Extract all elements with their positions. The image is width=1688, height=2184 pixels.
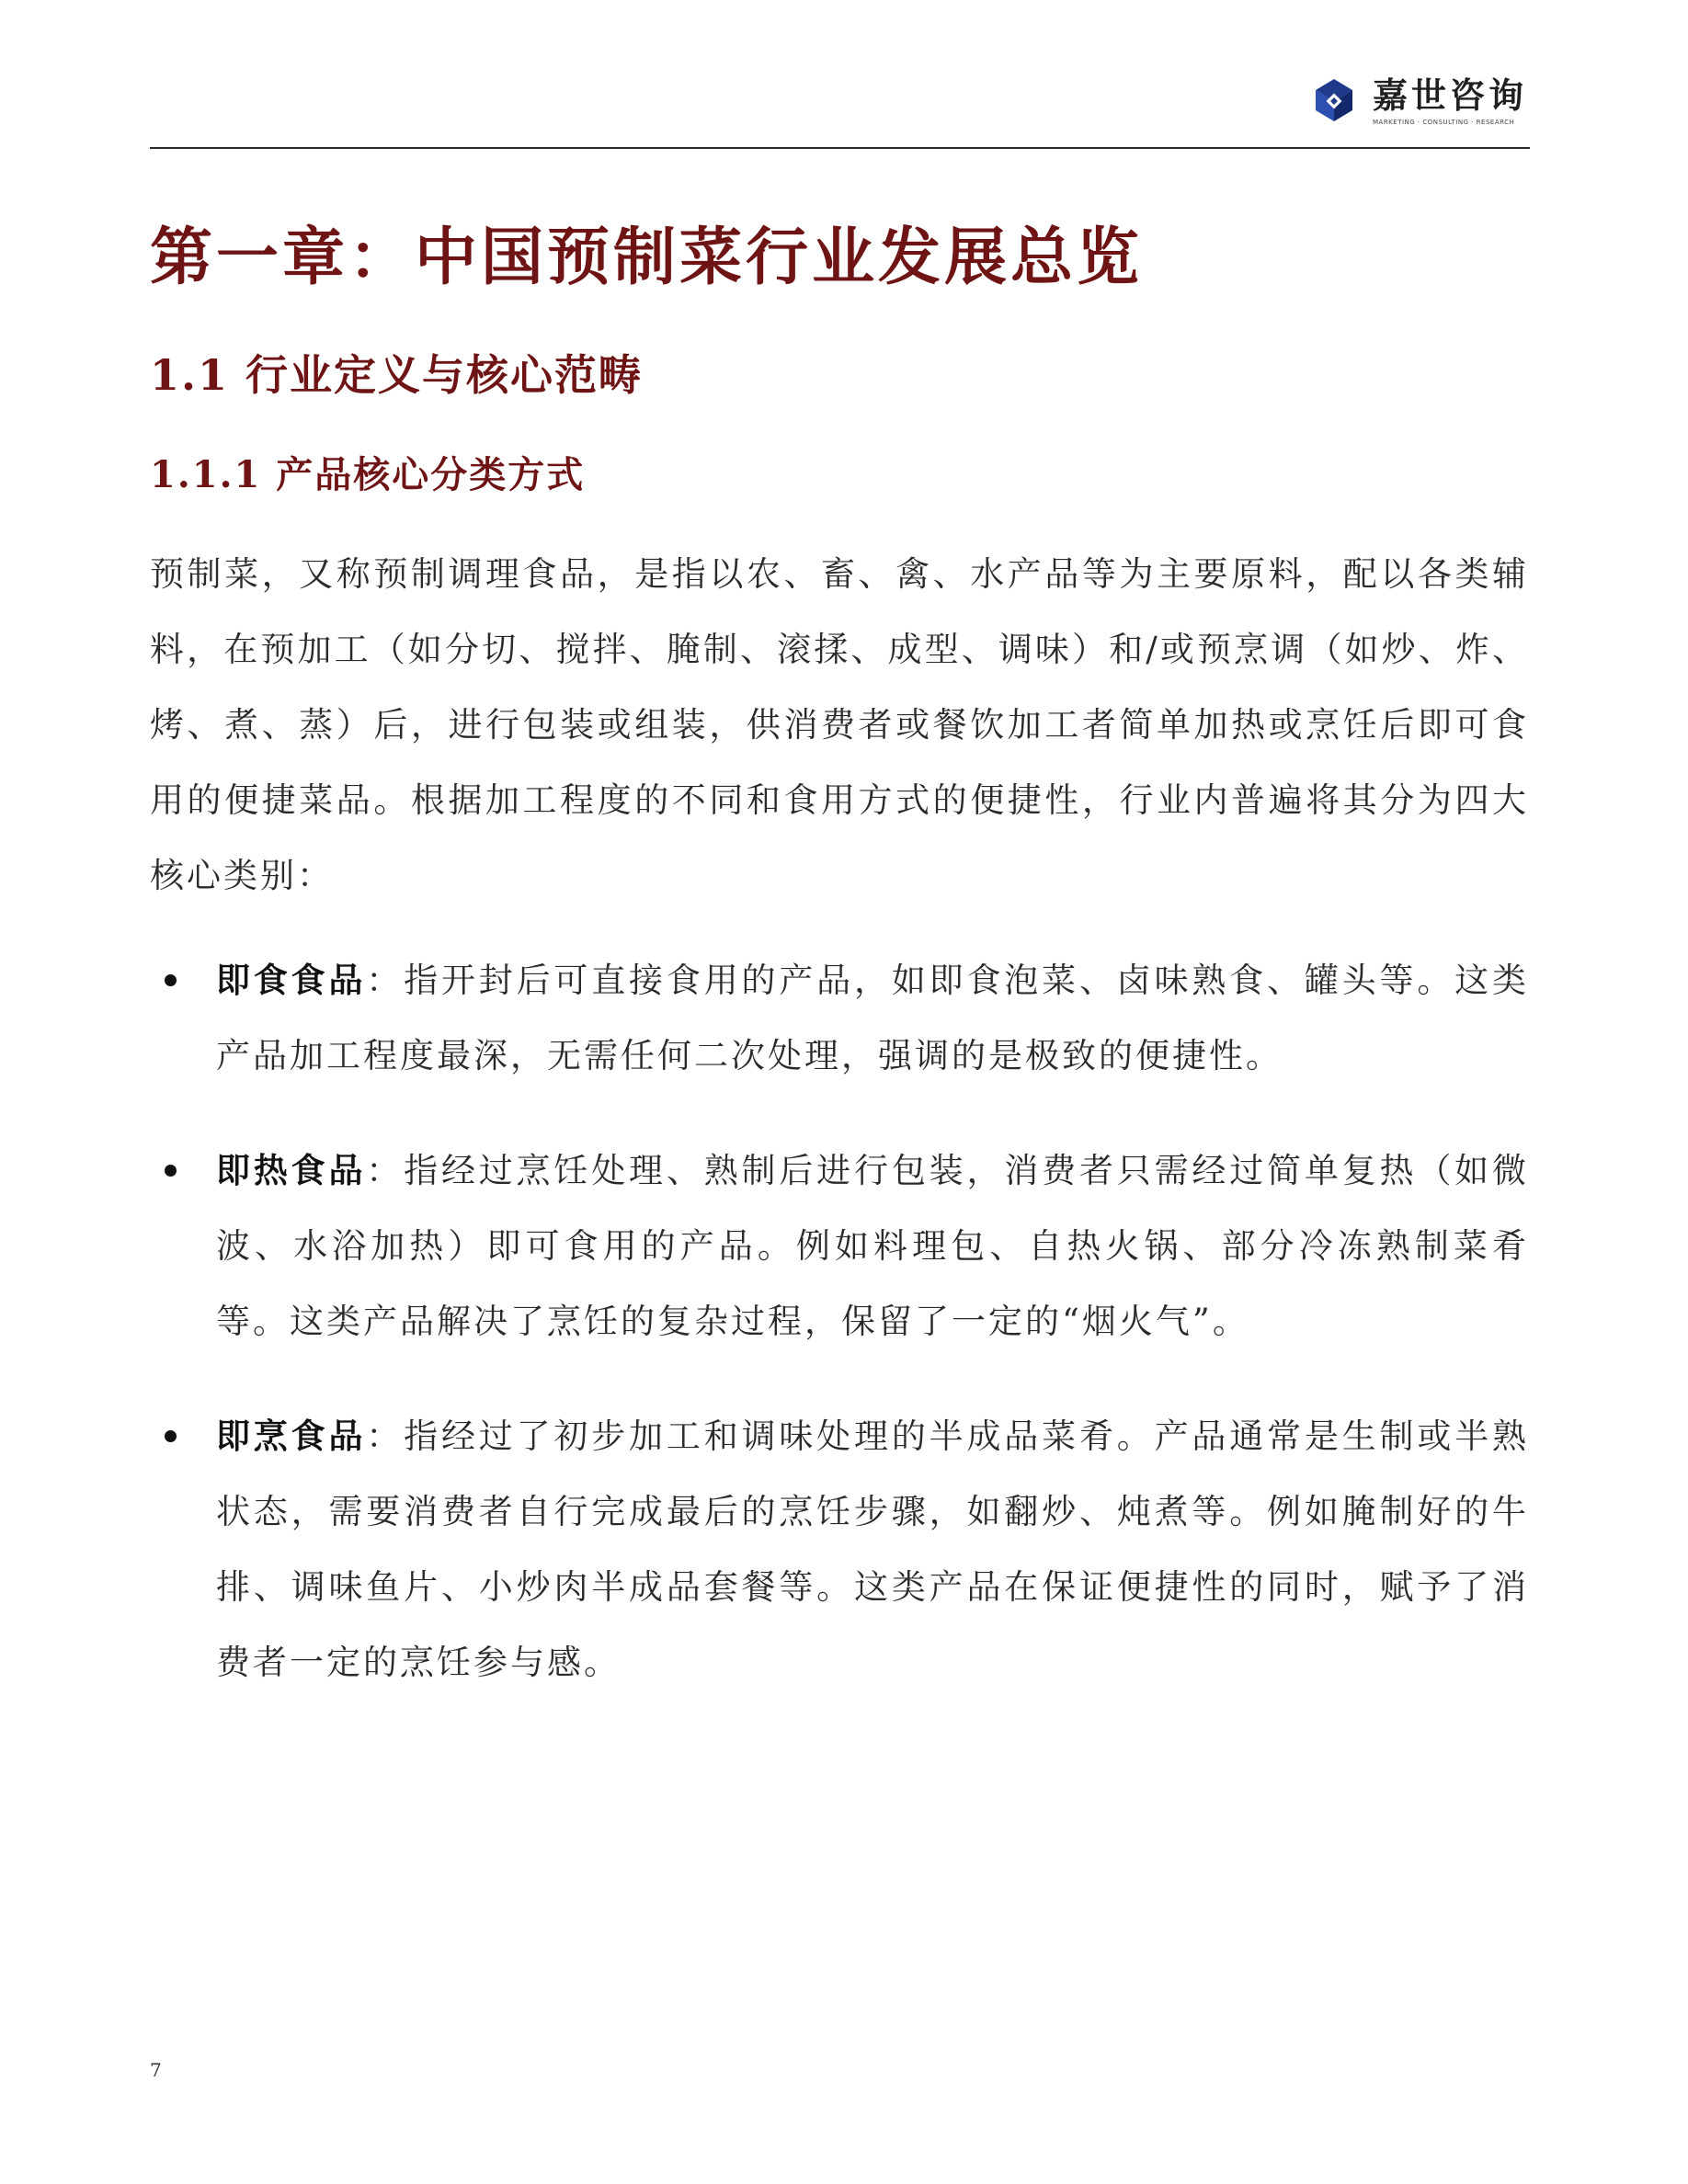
logo-tagline: MARKETING · CONSULTING · RESEARCH bbox=[1372, 119, 1515, 126]
page-number: 7 bbox=[150, 2059, 162, 2081]
jiashi-logo-icon bbox=[1308, 75, 1360, 127]
category-description: ：指开封后可直接食用的产品，如即食泡菜、卤味熟食、罐头等。这类产品加工程度最深，无需任何二次处理，强调的是极致的便捷性。 bbox=[216, 961, 1530, 1075]
bullet-icon bbox=[165, 974, 177, 986]
list-item bbox=[150, 1398, 1529, 1701]
section-title: 1.1 行业定义与核心范畴 bbox=[150, 350, 644, 400]
logo-text bbox=[1373, 75, 1527, 127]
bullet-icon bbox=[165, 1430, 177, 1442]
logo-name: 嘉世咨询 bbox=[1372, 75, 1527, 116]
category-term: 即热食品 bbox=[216, 1150, 367, 1190]
header-divider bbox=[150, 147, 1530, 149]
category-description: ：指经过烹饪处理、熟制后进行包装，消费者只需经过简单复热（如微波、水浴加热）即可食用的产品。例如料理包、自热火锅、部分冷冻熟制菜肴等。这类产品解决了烹饪的复杂过程，保留了一定的“烟火气”。 bbox=[216, 1151, 1530, 1341]
list-item bbox=[150, 942, 1529, 1094]
brand-logo bbox=[1308, 75, 1527, 127]
category-term: 即烹食品 bbox=[216, 1416, 367, 1456]
subsection-title: 1.1.1 产品核心分类方式 bbox=[150, 453, 586, 496]
intro-paragraph: 预制菜，又称预制调理食品，是指以农、畜、禽、水产品等为主要原料，配以各类辅料，在预加工（如分切、搅拌、腌制、滚揉、成型、调味）和/或预烹调（如炒、炸、烤、煮、蒸）后，进行包装或组装，供消费者或餐饮加工者简单加热或烹饪后即可食用的便捷菜品。根据加工程度的不同和食用方式的便捷性，行业内普遍将其分为四大核心类别： bbox=[150, 554, 1529, 895]
list-item bbox=[150, 1132, 1529, 1359]
chapter-title: 第一章：中国预制菜行业发展总览 bbox=[150, 221, 1144, 294]
category-term: 即食食品 bbox=[216, 960, 367, 1000]
bullet-icon bbox=[165, 1165, 177, 1177]
category-list bbox=[150, 942, 1529, 1739]
category-description: ：指经过了初步加工和调味处理的半成品菜肴。产品通常是生制或半熟状态，需要消费者自行完成最后的烹饪步骤，如翻炒、炖煮等。例如腌制好的牛排、调味鱼片、小炒肉半成品套餐等。这类产品在保证便捷性的同时，赋予了消费者一定的烹饪参与感。 bbox=[216, 1416, 1530, 1682]
